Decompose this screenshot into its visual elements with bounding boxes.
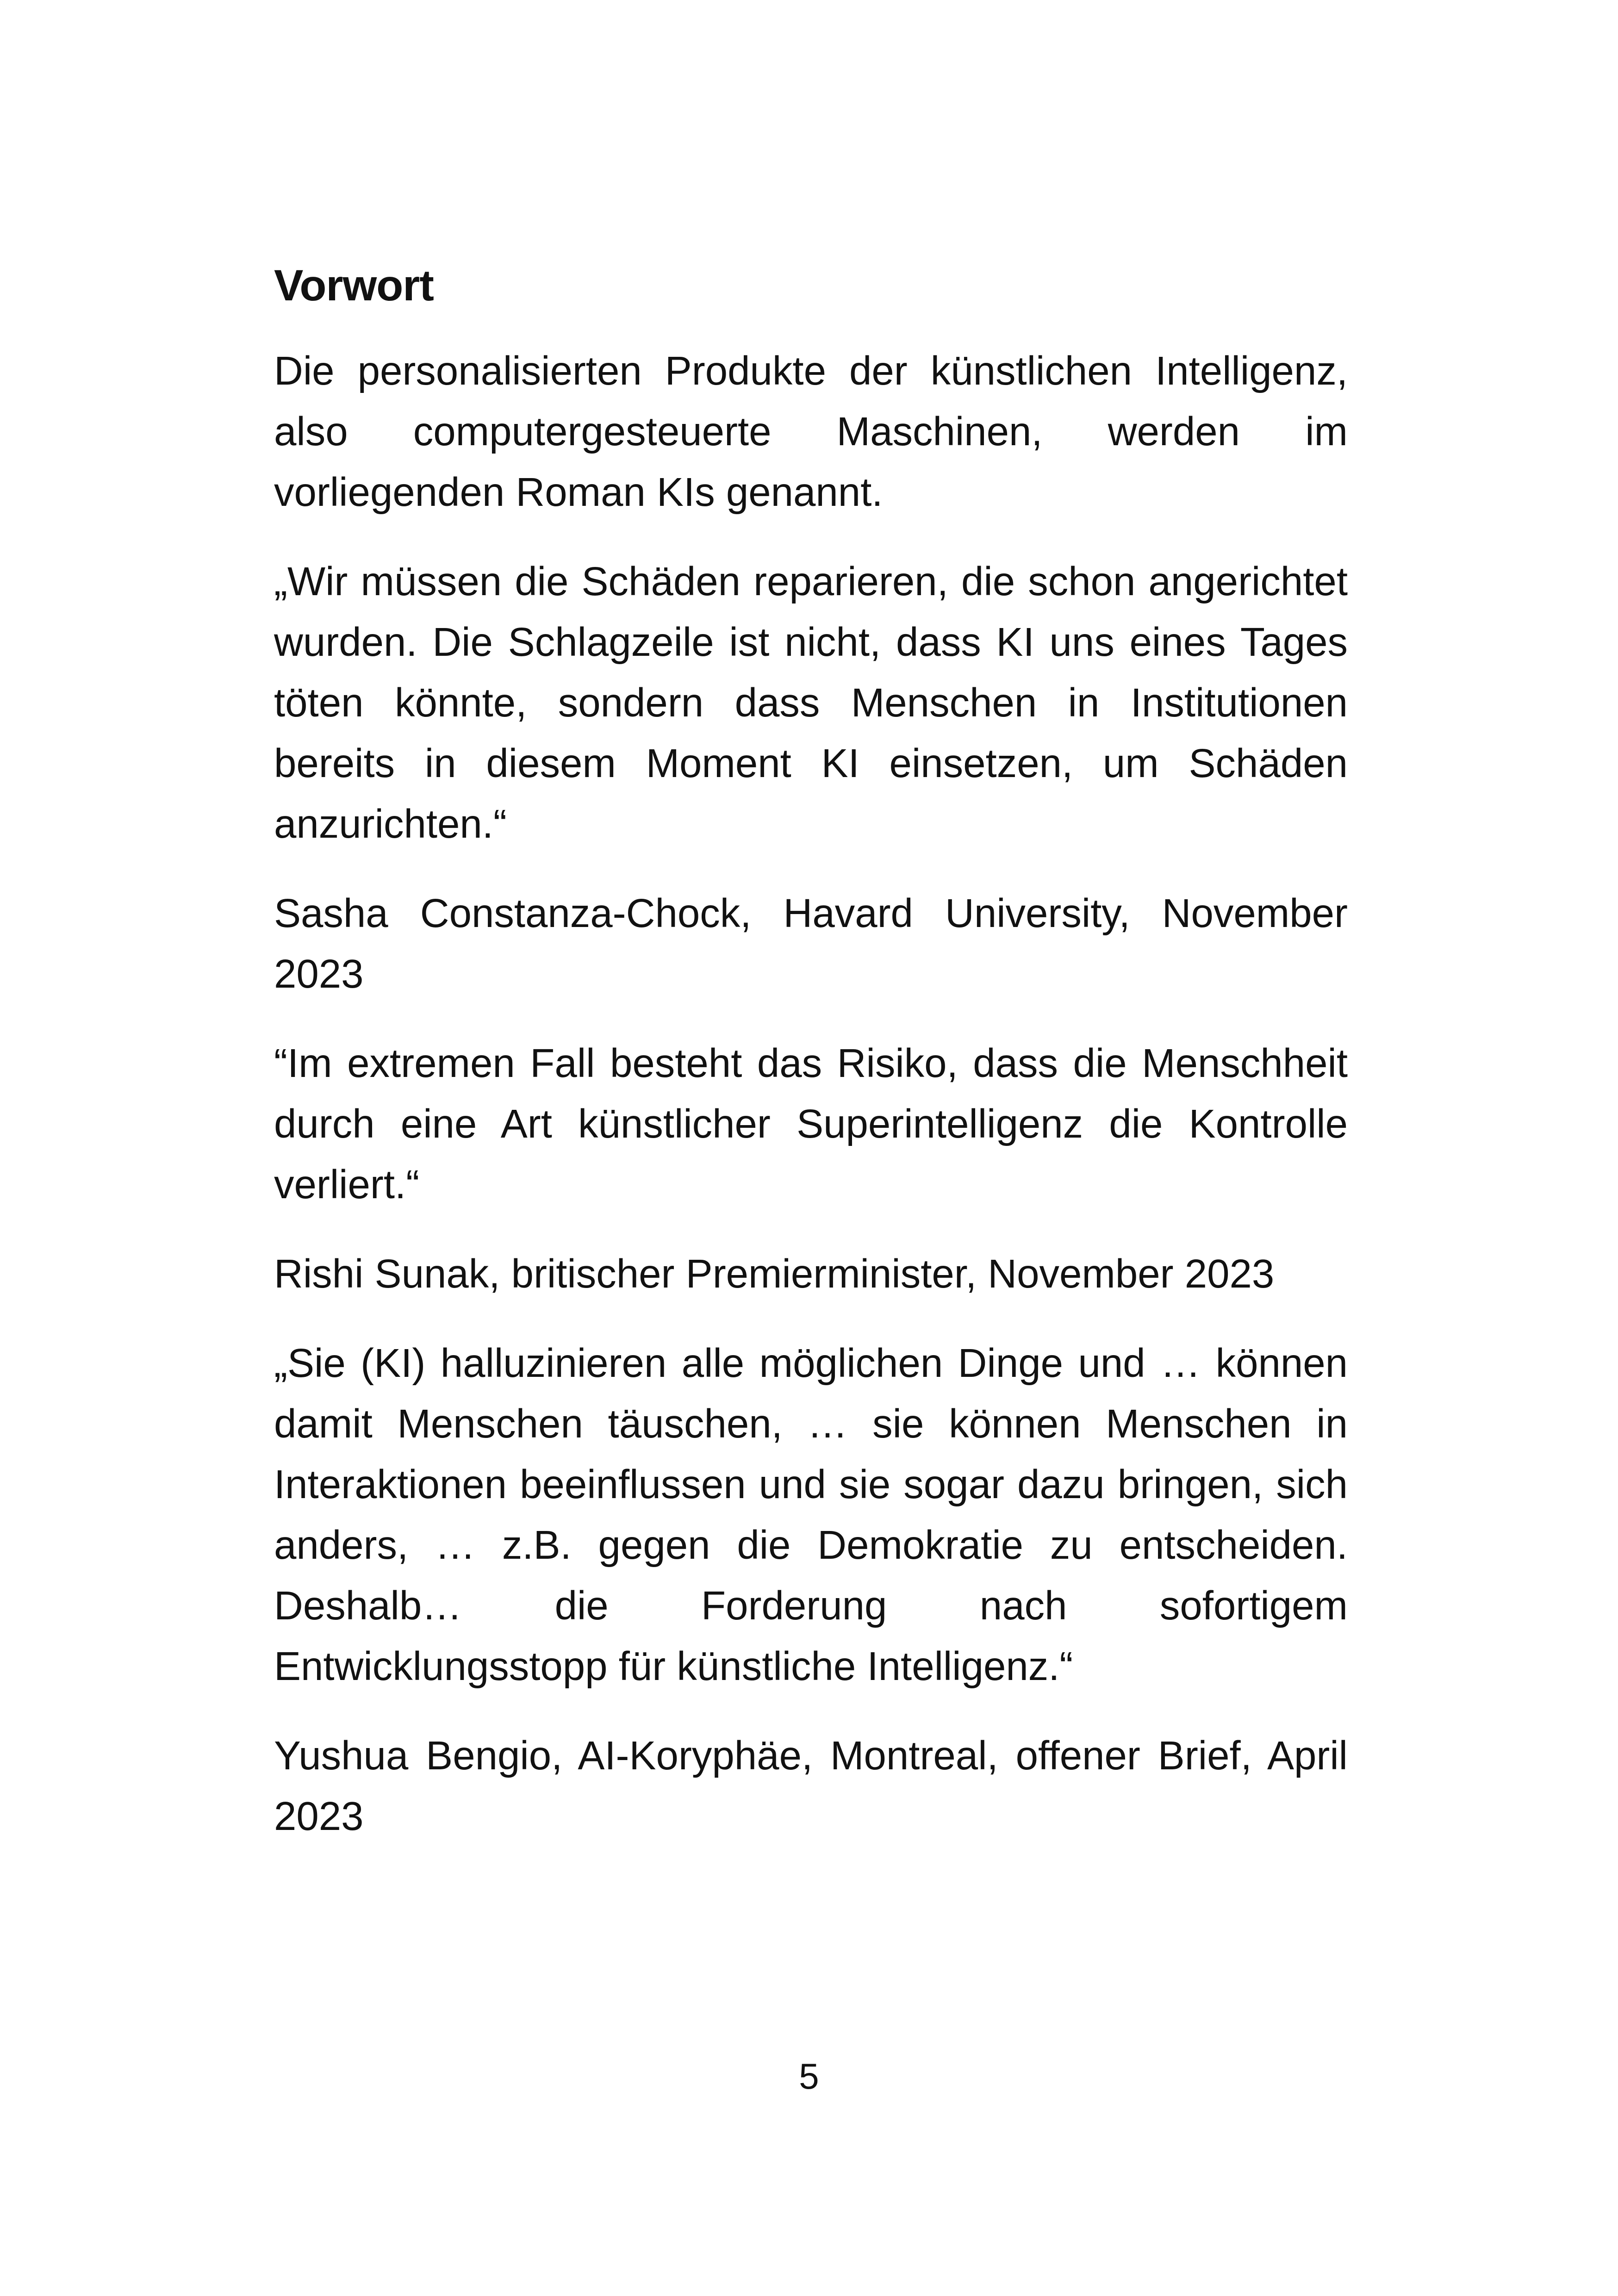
quote-bengio: „Sie (KI) halluzinieren alle möglichen Dinge und … können damit Menschen täuschen, … sie können Menschen in Interaktionen beeinflussen und sie sogar dazu bringen, sich anders, … z.B. gegen die Demokratie zu entscheiden. Deshalb… die Forderung nach sofortigem Entwicklungsstopp für künstliche Intelligenz.“ — [274, 1341, 1348, 1689]
page-content — [274, 259, 1348, 1875]
quote-constanza-chock: „Wir müssen die Schäden reparieren, die schon angerichtet wurden. Die Schlagzeile ist nicht, dass KI uns eines Tages töten könnte, sondern dass Menschen in Institutionen bereits in diesem Moment KI einsetzen, um Schäden anzurichten.“ — [274, 559, 1348, 846]
attribution-constanza-chock: Sasha Constanza-Chock, Havard University, November 2023 — [274, 891, 1348, 996]
attribution-sunak: Rishi Sunak, britischer Premierminister, November 2023 — [274, 1251, 1275, 1296]
intro-paragraph: Die personalisierten Produkte der künstlichen Intelligenz, also computergesteuerte Maschinen, werden im vorliegenden Roman KIs genannt. — [274, 348, 1348, 515]
quote-sunak: “Im extremen Fall besteht das Risiko, dass die Menschheit durch eine Art künstlicher Superintelligenz die Kontrolle verliert.“ — [274, 1041, 1348, 1207]
page-number: 5 — [799, 2056, 819, 2097]
page-heading: Vorwort — [274, 261, 434, 310]
attribution-bengio: Yushua Bengio, AI-Koryphäe, Montreal, offener Brief, April 2023 — [274, 1733, 1348, 1839]
